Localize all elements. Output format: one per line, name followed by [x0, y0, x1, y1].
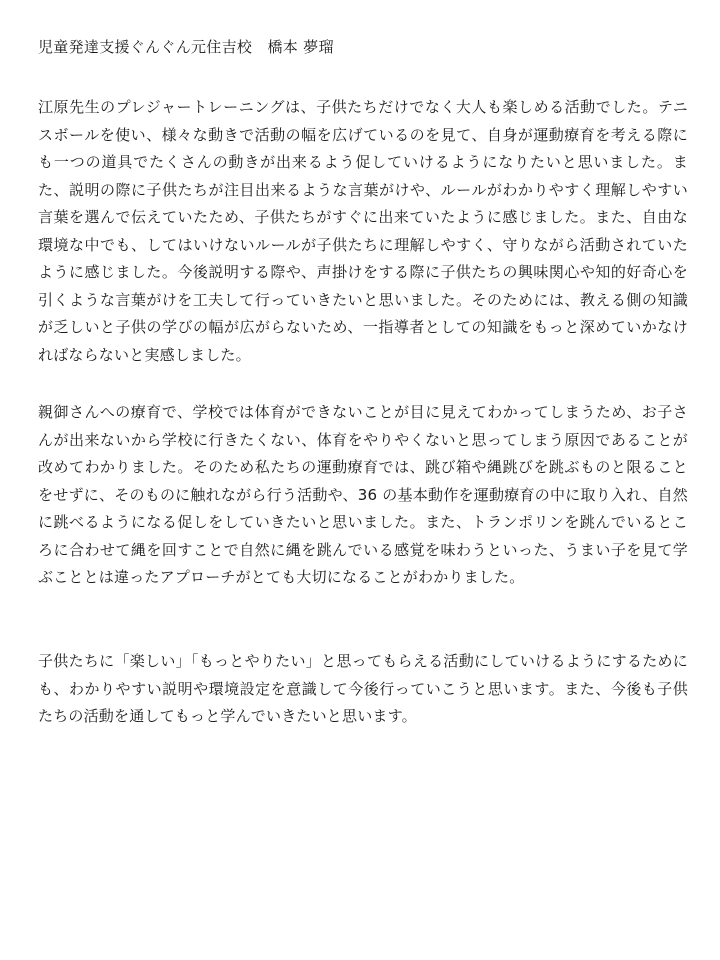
document-page: [38, 36, 688, 725]
paragraph-pleasure-training: 江原先生のプレジャートレーニングは、子供たちだけでなく大人も楽しめる活動でした。テニスボールを使い、様々な動きで活動の幅を広げているのを見て、自身が運動療育を考える際にも一つの道具でたくさんの動きが出来るよう促していけるようになりたいと思いました。また、説明の際に子供たちが注目出来るような言葉がけや、ルールがわかりやすく理解しやすい言葉を選んで伝えていたため、子供たちがすぐに出来ていたように感じました。また、自由な環境な中でも、してはいけないルールが子供たちに理解しやすく、守りながら活動されていたように感じました。今後説明する際や、声掛けをする際に子供たちの興味関心や知的好奇心を引くような言葉がけを工夫して行っていきたいと思いました。そのためには、教える側の知識が乏しいと子供の学びの幅が広がらないため、一指導者としての知識をもっと深めていかなければならないと実感しました。: [38, 98, 688, 364]
paragraph-conclusion: 子供たちに「楽しい」「もっとやりたい」と思ってもらえる活動にしていけるようにするためにも、わかりやすい説明や環境設定を意識して今後行っていこうと思います。また、今後も子供たちの活動を通してもっと学んでいきたいと思います。: [38, 652, 688, 725]
document-heading: 児童発達支援ぐんぐん元住吉校 橋本 夢瑠: [38, 38, 334, 56]
paragraph-parent-support: 親御さんへの療育で、学校では体育ができないことが目に見えてわかってしまうため、お子さんが出来ないから学校に行きたくない、体育をやりやくないと思ってしまう原因であることが改めてわかりました。そのため私たちの運動療育では、跳び箱や縄跳びを跳ぶものと限ることをせずに、そのものに触れながら行う活動や、36 の基本動作を運動療育の中に取り入れ、自然に跳べるようになる促しをしていきたいと思いました。また、トランポリンを跳んでいるところに合わせて縄を回すことで自然に縄を跳んでいる感覚を味わうといった、うまい子を見て学ぶこととは違ったアプローチがとても大切になることがわかりました。: [38, 403, 688, 586]
